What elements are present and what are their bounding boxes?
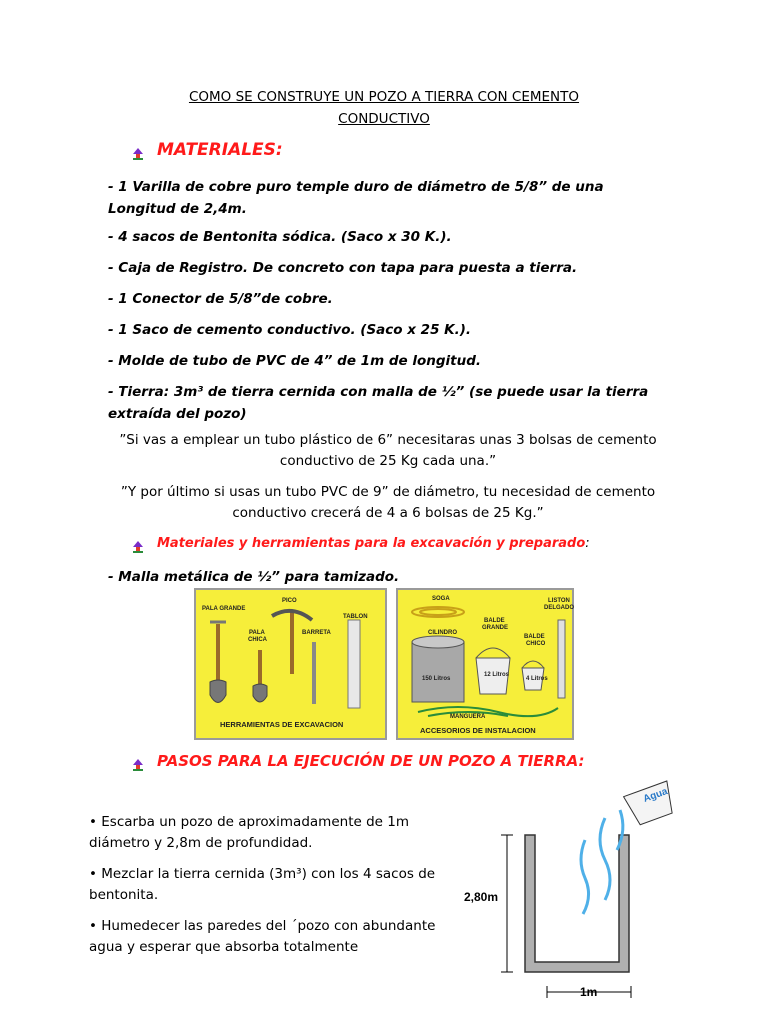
bucket-label: Agua [641, 786, 670, 805]
tool-label: PICO [282, 598, 297, 604]
accessory-label: CILINDRO [428, 630, 457, 636]
tool-label: BARRETA [302, 630, 331, 636]
tools-heading [157, 536, 590, 551]
tool-label: CHICA [248, 637, 267, 643]
list-item: - 1 Conector de 5/8”de cobre. [108, 291, 333, 307]
accessory-label: GRANDE [482, 625, 509, 631]
excavation-tools-panel [194, 588, 387, 740]
steps-heading: PASOS PARA LA EJECUCIÓN DE UN POZO A TIERRA: [157, 752, 585, 770]
width-label: 1m [580, 985, 598, 999]
materials-heading: MATERIALES: [157, 140, 283, 160]
title-line-1: COMO SE CONSTRUYE UN POZO A TIERRA CON CEMENTO [188, 89, 580, 105]
quote-9-inch: ”Y por último si usas un tubo PVC de 9” de diámetro, tu necesidad de cemento conductivo crecerá de 4 a 6 bolsas de 25 Kg.” [120, 484, 656, 521]
accessory-label: DELGADO [544, 605, 574, 611]
list-item: - Caja de Registro. De concreto con tapa para puesta a tierra. [108, 260, 578, 276]
mesh-item: - Malla metálica de ½” para tamizado. [108, 569, 400, 585]
accessory-label: MANGUERA [450, 714, 486, 720]
arrow-bullet-icon [131, 539, 145, 553]
quote-6-inch: ”Si vas a emplear un tubo plástico de 6” necesitaras unas 3 bolsas de cemento conductivo de 25 Kg cada una.” [119, 432, 657, 469]
list-item: - Molde de tubo de PVC de 4” de 1m de longitud. [108, 353, 482, 369]
tool-label: PALA [249, 630, 265, 636]
materials-list [108, 176, 668, 425]
arrow-bullet-icon [131, 146, 145, 160]
tool-label: PALA GRANDE [202, 606, 246, 612]
accessory-label: SOGA [432, 596, 450, 602]
tool-label: TABLON [343, 614, 368, 620]
accessory-label: CHICO [526, 641, 546, 647]
arrow-bullet-icon [131, 757, 145, 771]
steps-list [89, 812, 444, 958]
step-item: • Escarba un pozo de aproximadamente de 1m diámetro y 2,8m de profundidad. [89, 814, 409, 851]
accessory-label: BALDE [524, 634, 545, 640]
list-item: - 4 sacos de Bentonita sódica. (Saco x 30 K.). [108, 229, 452, 245]
accessory-label: LISTON [548, 598, 570, 604]
capacity-label: 12 Litros [484, 672, 510, 678]
excavation-tools-illustration [196, 590, 385, 738]
step-item: • Mezclar la tierra cernida (3m³) con los 4 sacos de bentonita. [89, 866, 436, 903]
depth-label: 2,80m [464, 890, 499, 904]
title-line-2: CONDUCTIVO [338, 111, 430, 127]
tools-heading-colon: : [585, 536, 590, 551]
document-title [0, 86, 768, 130]
list-item: - 1 Varilla de cobre puro temple duro de diámetro de 5/8” de una Longitud de 2,4m. [108, 179, 604, 217]
capacity-label: 150 Litros [422, 676, 451, 682]
tools-heading-text: Materiales y herramientas para la excavación y preparado [157, 536, 586, 551]
capacity-label: 4 Litros [526, 676, 548, 682]
list-item: - Tierra: 3m³ de tierra cernida con malla de ½” (se puede usar la tierra extraída del pozo) [108, 384, 649, 422]
step-item: • Humedecer las paredes del ´pozo con abundante agua y esperar que absorba totalmente [89, 918, 436, 955]
panel-caption: HERRAMIENTAS DE EXCAVACION [220, 720, 344, 729]
installation-accessories-panel [396, 588, 574, 740]
list-item: - 1 Saco de cemento conductivo. (Saco x 25 K.). [108, 322, 472, 338]
panel-caption: ACCESORIOS DE INSTALACION [420, 726, 536, 735]
accessory-label: BALDE [484, 618, 505, 624]
